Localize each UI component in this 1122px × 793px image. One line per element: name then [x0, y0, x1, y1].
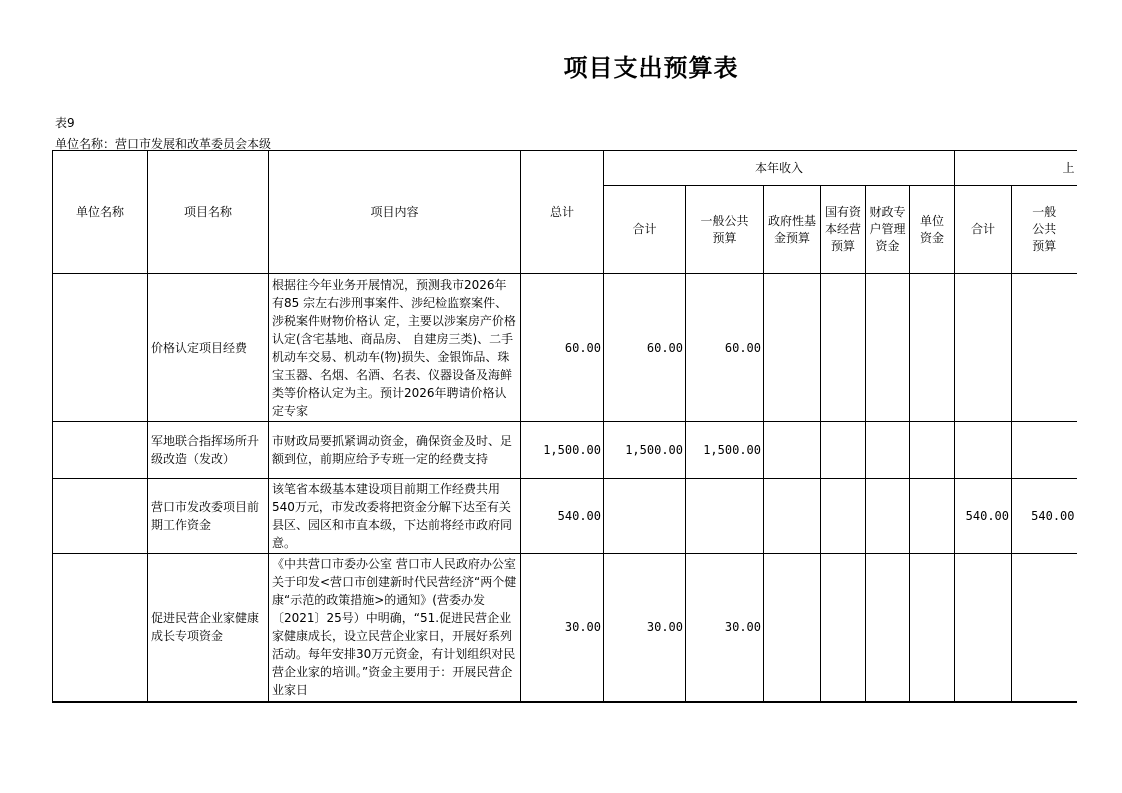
cell-project-content: 根据往今年业务开展情况，预测我市2026年有85 宗左右涉刑事案件、涉纪检监察案件、涉税案件财物价格认 定，主要以涉案房产价格认定(含宅基地、商品房、 自建房三类)、二手机动车交易、机动车(物)损失、金银饰品、珠宝玉器、名烟、名酒、名表、仪器设备及海鲜类等价格认定为主。预计2026年聘请价格认定专家 [269, 274, 521, 422]
cell-cur-state [821, 422, 866, 479]
table-row [53, 422, 1077, 479]
cell-cur-special [866, 554, 910, 702]
budget-table [52, 150, 1077, 703]
unit-label: 单位名称： [55, 137, 116, 151]
cell-prev-total [955, 554, 1012, 702]
cell-cur-total: 1,500.00 [604, 422, 686, 479]
table-row [53, 479, 1077, 554]
table-number: 表9 [55, 116, 75, 130]
cell-prev-general [1012, 274, 1077, 422]
header-prev-total: 合计 [955, 186, 1012, 274]
cell-total: 30.00 [521, 554, 604, 702]
cell-cur-special [866, 422, 910, 479]
header-cur-unit: 单位资金 [910, 186, 955, 274]
table-row [53, 274, 1077, 422]
page-title: 项目支出预算表 [563, 54, 739, 82]
table-row [53, 554, 1077, 702]
cell-unit-name [53, 274, 148, 422]
cell-cur-special [866, 274, 910, 422]
header-current-year: 本年收入 [604, 151, 955, 186]
cell-total: 540.00 [521, 479, 604, 554]
header-cur-special: 财政专户管理资金 [866, 186, 910, 274]
cell-total: 60.00 [521, 274, 604, 422]
cell-cur-general: 30.00 [686, 554, 764, 702]
cell-project-name: 促进民营企业家健康成长专项资金 [148, 554, 269, 702]
cell-cur-state [821, 274, 866, 422]
cell-cur-general [686, 479, 764, 554]
header-prev-general: 一般公共预算 [1012, 186, 1077, 274]
unit-value: 营口市发展和改革委员会本级 [115, 137, 272, 151]
cell-prev-total [955, 422, 1012, 479]
cell-cur-total: 30.00 [604, 554, 686, 702]
cell-cur-general: 1,500.00 [686, 422, 764, 479]
cell-cur-unit [910, 554, 955, 702]
header-total: 总计 [521, 151, 604, 274]
header-cur-fund: 政府性基金预算 [764, 186, 821, 274]
cell-cur-special [866, 479, 910, 554]
cell-total: 1,500.00 [521, 422, 604, 479]
cell-unit-name [53, 479, 148, 554]
cell-cur-fund [764, 554, 821, 702]
cell-project-name: 营口市发改委项目前期工作资金 [148, 479, 269, 554]
cell-cur-unit [910, 274, 955, 422]
cell-prev-general [1012, 422, 1077, 479]
header-cur-state: 国有资本经营预算 [821, 186, 866, 274]
header-prev-year: 上 [955, 151, 1077, 186]
header-cur-total: 合计 [604, 186, 686, 274]
cell-cur-total: 60.00 [604, 274, 686, 422]
cell-project-name: 价格认定项目经费 [148, 274, 269, 422]
cell-cur-total [604, 479, 686, 554]
cell-cur-state [821, 479, 866, 554]
cell-project-content: 市财政局要抓紧调动资金，确保资金及时、足额到位，前期应给予专班一定的经费支持 [269, 422, 521, 479]
cell-cur-fund [764, 479, 821, 554]
cell-cur-fund [764, 274, 821, 422]
cell-prev-general: 540.00 [1012, 479, 1077, 554]
cell-prev-general [1012, 554, 1077, 702]
cell-prev-total: 540.00 [955, 479, 1012, 554]
cell-cur-fund [764, 422, 821, 479]
header-unit-name: 单位名称 [53, 151, 148, 274]
cell-cur-general: 60.00 [686, 274, 764, 422]
cell-unit-name [53, 554, 148, 702]
cell-cur-unit [910, 479, 955, 554]
cell-project-name: 军地联合指挥场所升级改造（发改） [148, 422, 269, 479]
header-project-content: 项目内容 [269, 151, 521, 274]
header-project-name: 项目名称 [148, 151, 269, 274]
cell-cur-unit [910, 422, 955, 479]
cell-prev-total [955, 274, 1012, 422]
cell-cur-state [821, 554, 866, 702]
header-cur-general: 一般公共预算 [686, 186, 764, 274]
cell-unit-name [53, 422, 148, 479]
cell-project-content: 《中共营口市委办公室 营口市人民政府办公室关于印发<营口市创建新时代民营经济“两个健康“示范的政策措施>的通知》(营委办发〔2021〕25号）中明确，“51.促进民营企业家健康成长，设立民营企业家日，开展好系列活动。每年安排30万元资金，有计划组织对民营企业家的培训。”资金主要用于：开展民营企业家日 [269, 554, 521, 702]
cell-project-content: 该笔省本级基本建设项目前期工作经费共用540万元，市发改委将把资金分解下达至有关县区、园区和市直本级，下达前将经市政府同意。 [269, 479, 521, 554]
